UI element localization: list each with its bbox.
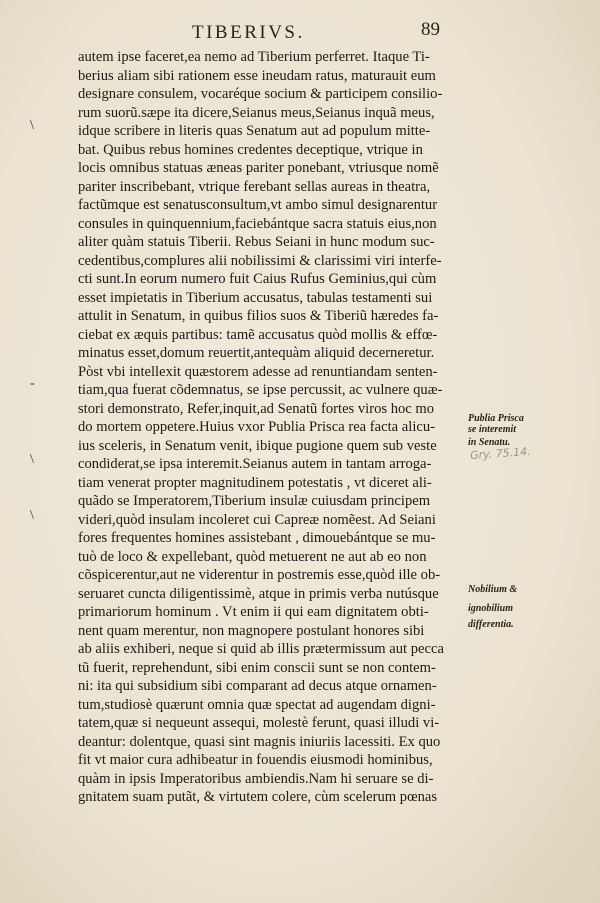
text-line: quãdo se Imperatorem,Tiberium insulæ cuiusdam principem <box>78 493 431 509</box>
text-line: ciebat ex æquis partibus: tamẽ accusatus quòd mollis & effœ- <box>78 326 438 343</box>
text-line: minatus esset,domum reuertit,antequàm aliquid decerneretur. <box>78 345 435 361</box>
text-line: Pòst vbi intellexit quæstorem adesse ad renuntiandam senten- <box>78 363 438 380</box>
text-line: quàm in ipsis Imperatoribus ambiendis.Nam hi seruare se di- <box>78 770 434 787</box>
text-line: ius sceleris, in Senatum venit, ibique pugione quem sub veste <box>78 437 437 454</box>
text-line: berius aliam sibi rationem esse ineudam ratus, maturauit eum <box>78 67 436 84</box>
margin-mark: \ <box>30 452 34 467</box>
text-line: attulit in Senatum, in quibus filios suos & Tiberiũ hæredes fa- <box>78 308 439 324</box>
text-line: primariorum hominum . Vt enim ii qui eam dignitatem obti- <box>78 604 429 620</box>
text-line: videri,quòd insulam incoleret cui Capreæ nomẽest. Ad Seiani <box>78 511 436 528</box>
text-line: autem ipse faceret,ea nemo ad Tiberium perferret. Itaque Ti- <box>78 49 430 65</box>
margin-note: Nobilium & <box>468 584 518 595</box>
margin-mark: \ <box>30 508 34 523</box>
text-line: ni: ita qui subsidium sibi comparant ad decus atque ornamen- <box>78 678 437 694</box>
text-line: cõspicerentur,aut ne viderentur in postremis esse,quòd ille ob- <box>78 567 441 583</box>
text-line: rum suorũ.sæpe ita dicere,Seianus meus,Seianus inquã meus, <box>78 104 435 121</box>
text-line: idque scribere in literis quas Senatum aut ad populum mitte- <box>78 123 431 139</box>
margin-note: Publia Prisca <box>468 413 524 424</box>
text-line: condiderat,se ipsa interemit.Seianus autem in tantam arroga- <box>78 456 432 472</box>
text-line: tiam,qua fuerat cõdemnatus, se ipse percussit, ac vulnere quæ- <box>78 382 443 398</box>
margin-note: ignobilium <box>468 603 514 614</box>
margin-mark: \ <box>30 118 34 133</box>
running-head: TIBERIVS. <box>192 22 305 43</box>
page-number: 89 <box>421 19 440 40</box>
margin-note: in Senatu. <box>468 437 511 448</box>
text-line: ab aliis exhiberi, neque si quid ab illis prætermissum aut pecca <box>78 641 444 657</box>
text-line: deantur: dolentque, quasi sint magnis iniuriis lacessiti. Ex quo <box>78 733 441 750</box>
margin-note: se interemit <box>468 424 517 435</box>
text-line: gnitatem suam putãt, & virtutem colere, cùm scelerum pœnas <box>78 789 438 805</box>
text-line: fit vt maior cura adhibeatur in fouendis eiusmodi hominibus, <box>78 752 433 768</box>
text-line: esset impietatis in Tiberium accusatus, tabulas testamenti sui <box>78 289 433 306</box>
body-text <box>78 48 468 807</box>
text-line: pariter inscribebant, vtrique ferebant sellas aureas in theatra, <box>78 178 431 195</box>
text-line: seruaret cuncta diligentissimè, atque in primis verba nutúsque <box>78 585 439 602</box>
text-line: tatem,quæ si nequeunt assequi, molestè ferunt, quasi illudi vi- <box>78 715 440 731</box>
text-line: do mortem oppetere.Huius vxor Publia Prisca rea facta alicu- <box>78 419 436 435</box>
text-line: tuò de loco & expellebant, quòd metuerent ne aut ab eo non <box>78 548 427 565</box>
text-line: cti sunt.In eorum numero fuit Caius Rufus Geminius,qui cùm <box>78 271 437 287</box>
text-line: bat. Quibus rebus homines credentes deceptique, vtrique in <box>78 141 423 158</box>
text-line: stori demonstrato, Refer,inquit,ad Senatũ fortes viros hoc mo <box>78 400 435 417</box>
text-line: designare consulem, vocaréque socium & participem consilio- <box>78 86 443 102</box>
text-line: tiam venerat propter magnitudinem potestatis , vt diceret ali- <box>78 474 432 491</box>
text-line: tũ fuerit, reprehendunt, sibi enim conscii sunt se non contem- <box>78 659 436 676</box>
text-line: aliter quàm statuis Tiberii. Rebus Seiani in hunc modum suc- <box>78 234 435 250</box>
text-line: factũmque est senatusconsultum,vt ambo simul designarentur <box>78 197 438 213</box>
text-line: fores frequentes homines assistebant , dimouebántque se mu- <box>78 530 436 546</box>
text-line: tum,studiosè quærunt omnia quæ spectat ad augendam digni- <box>78 696 436 713</box>
pencil-reference-note: Gry. 75.14. <box>469 444 532 463</box>
text-line: cedentibus,complures alii nobilissimi & clarissimi viri interfe- <box>78 252 442 269</box>
text-line: nent quam merentur, non magnopere postulant honores sibi <box>78 622 425 639</box>
text-line: locis omnibus statuas æneas pariter ponebant, vtriusque nomẽ <box>78 160 439 176</box>
margin-mark: - <box>30 376 35 391</box>
text-line: consules in quinquennium,faciebántque sacra statuis eius,non <box>78 215 437 232</box>
margin-note: differentia. <box>468 619 514 630</box>
